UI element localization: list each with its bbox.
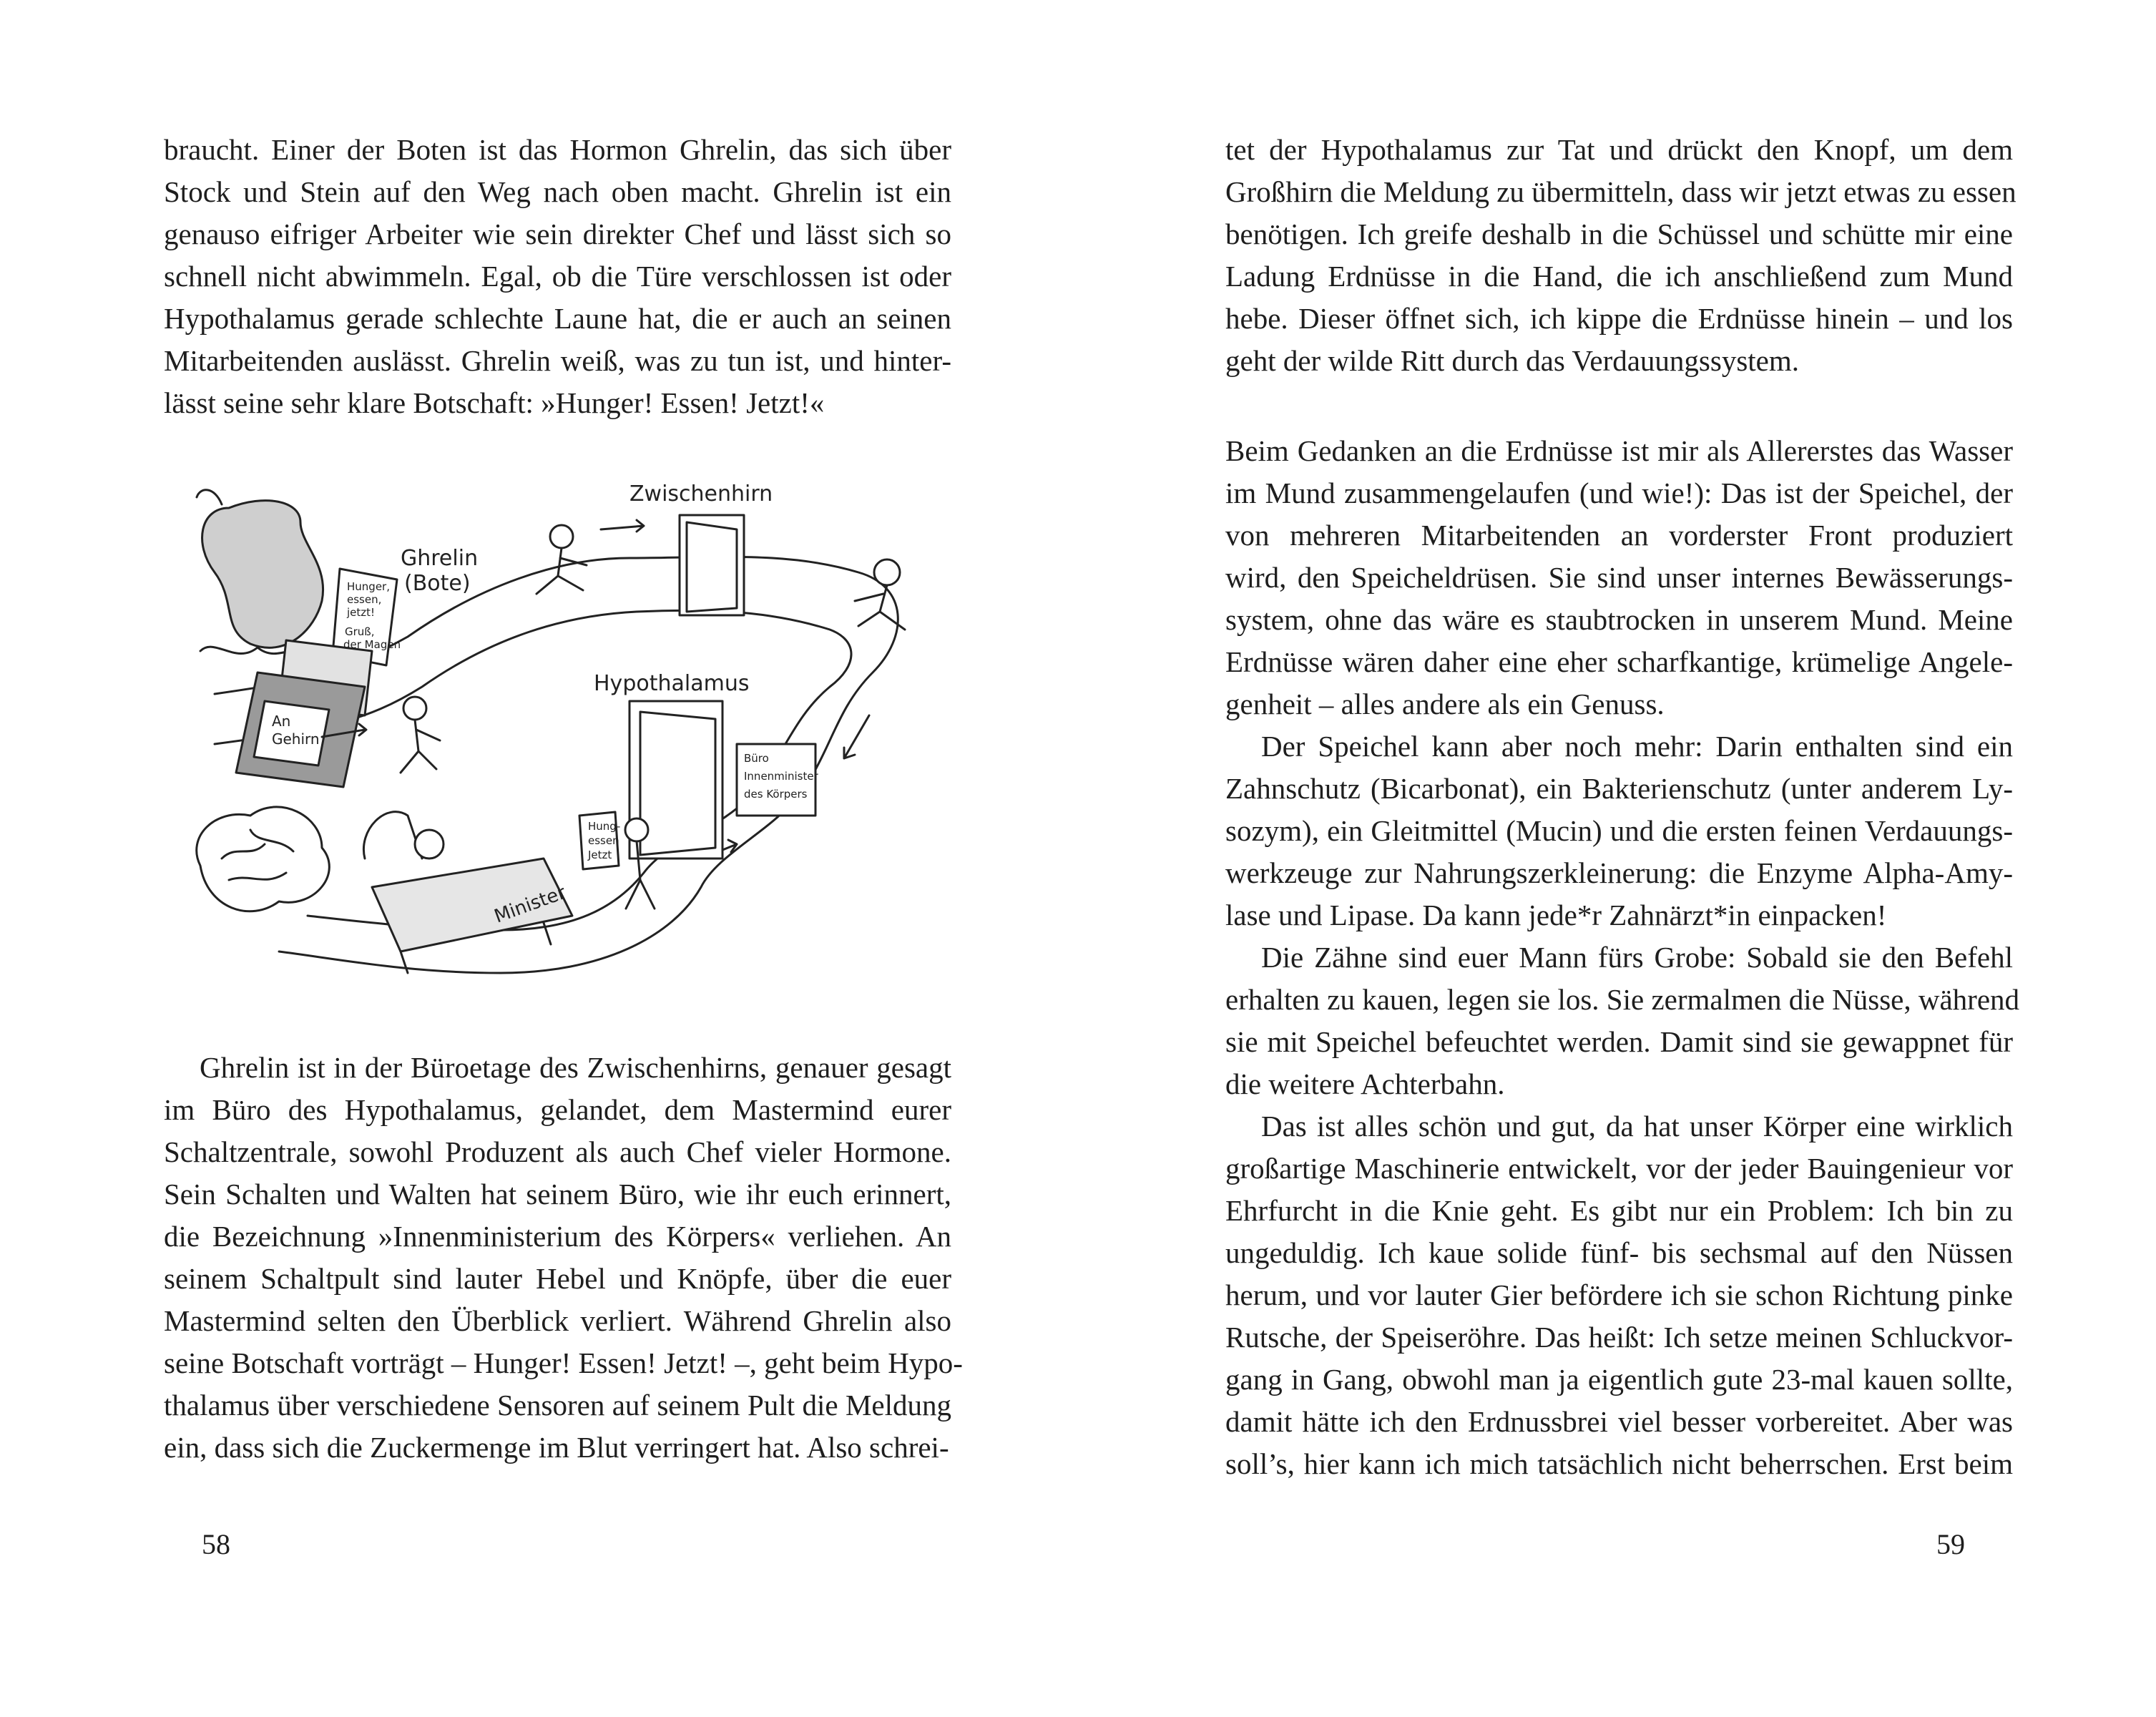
text-line: Großhirn die Meldung zu übermitteln, dass wir jetzt etwas zu essen (1225, 175, 2017, 208)
illustration-svg (172, 458, 987, 1002)
text-line: von mehreren Mitarbeitenden an vorderster Front produziert (1225, 519, 2013, 552)
text-line: lase und Lipase. Da kann jede*r Zahnärzt*in einpacken! (1225, 899, 1887, 931)
text-line: sozym), ein Gleitmittel (Mucin) und die ersten feinen Verdauungs- (1225, 814, 2013, 847)
text-line: Beim Gedanken an die Erdnüsse ist mir als Allererstes das Wasser (1225, 434, 2013, 467)
svg-text:der Magen: der Magen (343, 638, 401, 651)
desk-chair (363, 812, 422, 858)
text-line: Erdnüsse wären daher eine eher scharfkantige, krümelige Angele- (1225, 645, 2013, 678)
desk-label: Minister (491, 881, 569, 928)
text-line: benötigen. Ich greife deshalb in die Schüssel und schütte mir eine (1225, 217, 2013, 250)
text-line: ein, dass sich die Zuckermenge im Blut verringert hat. Also schrei- (164, 1431, 949, 1464)
brain-icon (197, 807, 330, 911)
text-line: Sein Schalten und Walten hat seinem Büro, wie ihr euch erinnert, (164, 1178, 951, 1210)
svg-text:Jetzt: Jetzt (588, 848, 612, 861)
sign-figure-head (625, 818, 648, 841)
svg-text:jetzt!: jetzt! (347, 606, 376, 619)
arrow-icon (601, 520, 644, 532)
text-line: soll’s, hier kann ich mich tatsächlich nicht beherrschen. Erst beim (1225, 1447, 2013, 1480)
text-line: lässt seine sehr klare Botschaft: »Hunger! Essen! Jetzt!« (164, 386, 825, 419)
text-line: ungeduldig. Ich kaue solide fünf- bis sechsmal auf den Nüssen (1225, 1236, 2013, 1269)
svg-text:Innenminister: Innenminister (744, 770, 818, 783)
text-line: werkzeuge zur Nahrungszerkleinerung: die Enzyme Alpha-Amy- (1225, 856, 2013, 889)
paragraph-3 (1225, 725, 2013, 936)
text-line: Mitarbeitenden auslässt. Ghrelin weiß, was zu tun ist, und hinter- (164, 344, 951, 377)
text-line: damit hätte ich den Erdnussbrei viel besser vorbereitet. Aber was (1225, 1405, 2013, 1438)
stomach-shape (202, 501, 323, 648)
label-ghrelin: Ghrelin (401, 546, 479, 571)
text-line: braucht. Einer der Boten ist das Hormon Ghrelin, das sich über (164, 133, 951, 166)
svg-text:Gruß,: Gruß, (345, 625, 375, 638)
stomach-tube (197, 490, 222, 504)
svg-text:Hunger,: Hunger, (347, 580, 390, 593)
text-line: hebe. Dieser öffnet sich, ich kippe die Erdnüsse hinein – und los (1225, 302, 2013, 335)
svg-text:des Körpers: des Körpers (744, 788, 808, 801)
label-bote: (Bote) (404, 571, 471, 596)
right-page (1078, 0, 2156, 1717)
messenger-figure-head (874, 559, 900, 585)
text-line: tet der Hypothalamus zur Tat und drückt den Knopf, um dem (1225, 133, 2013, 166)
text-line: Ehrfurcht in die Knie geht. Es gibt nur ein Problem: Ich bin zu (1225, 1194, 2013, 1227)
text-line: seinem Schaltpult sind lauter Hebel und Knöpfe, über die euer (164, 1262, 951, 1295)
text-line: die weitere Achterbahn. (1225, 1067, 1505, 1100)
text-line: Mastermind selten den Überblick verliert. Während Ghrelin also (164, 1304, 951, 1337)
text-line: im Büro des Hypothalamus, gelandet, dem Mastermind eurer (164, 1093, 951, 1126)
paragraph-4 (1225, 936, 2020, 1105)
text-line: geht der wilde Ritt durch das Verdauungssystem. (1225, 344, 1800, 377)
text-line: im Mund zusammengelaufen (und wie!): Das ist der Speichel, der (1225, 476, 2013, 509)
top-paragraph (164, 129, 951, 424)
digestion-illustration (172, 458, 987, 1002)
svg-text:Büro: Büro (744, 752, 769, 765)
text-line: Ladung Erdnüsse in die Hand, die ich anschließend zum Mund (1225, 260, 2013, 293)
text-line: die Bezeichnung »Innenministerium des Körpers« verliehen. An (164, 1220, 951, 1253)
text-line: großartige Maschinerie entwickelt, vor der jeder Bauingenieur vor (1225, 1152, 2013, 1185)
arrow-icon (844, 715, 869, 758)
text-line: thalamus über verschiedene Sensoren auf seinem Pult die Meldung (164, 1389, 951, 1422)
label-hypothalamus: Hypothalamus (594, 671, 750, 696)
svg-text:An: An (272, 713, 291, 730)
text-line: system, ohne das wäre es staubtrocken in unserem Mund. Meine (1225, 603, 2013, 636)
text-line: erhalten zu kauen, legen sie los. Sie zermalmen die Nüsse, während (1225, 983, 2020, 1016)
text-line: Stock und Stein auf den Weg nach oben macht. Ghrelin ist ein (164, 175, 951, 208)
page-number-left: 58 (202, 1528, 230, 1560)
svg-text:Hung-: Hung- (588, 820, 621, 833)
svg-text:essen: essen (588, 834, 619, 847)
minister-head (415, 830, 444, 858)
svg-text:Gehirn: Gehirn (272, 730, 320, 748)
text-line: schnell nicht abwimmeln. Egal, ob die Türe verschlossen ist oder (164, 260, 951, 293)
text-line: Der Speichel kann aber noch mehr: Darin enthalten sind ein (1261, 730, 2013, 763)
ghrelin-figure-body (401, 720, 440, 773)
text-line: herum, und vor lauter Gier befördere ich sie schon Richtung pinke (1225, 1278, 2013, 1311)
text-line: genheit – alles andere als ein Genuss. (1225, 688, 1665, 720)
svg-text:essen,: essen, (347, 593, 382, 606)
text-line: seine Botschaft vorträgt – Hunger! Essen! Jetzt! –, geht beim Hypo- (164, 1346, 963, 1379)
page-number-right: 59 (1936, 1528, 1965, 1560)
text-line: Rutsche, der Speiseröhre. Das heißt: Ich setze meinen Schluckvor- (1225, 1321, 2013, 1354)
ghrelin-figure-head (403, 697, 426, 720)
bottom-paragraph (164, 1047, 963, 1469)
text-line: Ghrelin ist in der Büroetage des Zwischenhirns, genauer gesagt (200, 1051, 951, 1084)
text-line: Das ist alles schön und gut, da hat unser Körper eine wirklich (1261, 1110, 2013, 1143)
text-line: Hypothalamus gerade schlechte Laune hat, die er auch an seinen (164, 302, 951, 335)
text-line: genauso eifriger Arbeiter wie sein direkter Chef und lässt sich so (164, 217, 951, 250)
paragraph-1 (1225, 129, 2017, 382)
text-line: Schaltzentrale, sowohl Produzent als auch Chef vieler Hormone. (164, 1135, 951, 1168)
text-line: gang in Gang, obwohl man ja eigentlich gute 23-mal kauen sollte, (1225, 1363, 2013, 1396)
paragraph-5 (1225, 1105, 2013, 1485)
text-line: sie mit Speichel befeuchtet werden. Damit sind sie gewappnet für (1225, 1025, 2013, 1058)
text-line: Zahnschutz (Bicarbonat), ein Bakterienschutz (unter anderem Ly- (1225, 772, 2013, 805)
paragraph-2 (1225, 430, 2013, 725)
text-line: wird, den Speicheldrüsen. Sie sind unser internes Bewässerungs- (1225, 561, 2013, 594)
runner-figure-head (550, 525, 573, 548)
label-zwischenhirn: Zwischenhirn (629, 481, 773, 507)
text-line: Die Zähne sind euer Mann fürs Grobe: Sobald sie den Befehl (1261, 941, 2013, 974)
